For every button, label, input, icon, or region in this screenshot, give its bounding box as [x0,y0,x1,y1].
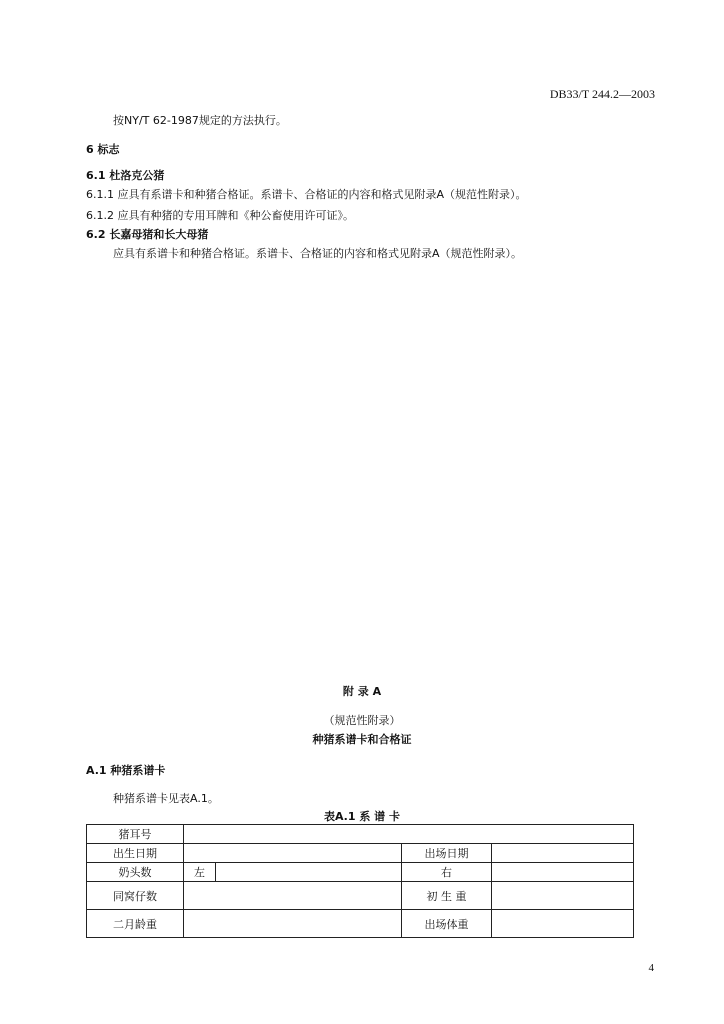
ear-number-label: 猪耳号 [87,825,184,844]
section-6-title: 6 标志 [86,143,120,156]
table-caption: 表A.1 系 谱 卡 [323,810,401,823]
birth-date-label: 出生日期 [87,844,184,863]
a1-text: 种猪系谱卡见表A.1。 [113,792,219,805]
section-6-1-1-text: 6.1.1 应具有系谱卡和种猪合格证。系谱卡、合格证的内容和格式见附录A（规范性附录）。 [86,188,527,201]
a1-title: A.1 种猪系谱卡 [86,764,166,777]
section-6-2-title: 6.2 长嘉母猪和长大母猪 [86,228,209,241]
birth-weight-value [492,882,634,910]
table-row [87,882,634,910]
left-label: 左 [184,863,216,882]
document-code: DB33/T 244.2—2003 [549,87,655,101]
two-month-weight-value [184,910,402,938]
section-6-1-title: 6.1 杜洛克公猪 [86,169,165,182]
two-month-weight-label: 二月龄重 [87,910,184,938]
birth-weight-label: 初 生 重 [402,882,492,910]
out-date-label: 出场日期 [402,844,492,863]
page-number: 4 [648,962,654,974]
pedigree-table [86,824,634,938]
right-label: 右 [402,863,492,882]
table-row [87,863,634,882]
section-6-2-text: 应具有系谱卡和种猪合格证。系谱卡、合格证的内容和格式见附录A（规范性附录）。 [113,247,523,260]
appendix-heading: 种猪系谱卡和合格证 [312,733,412,746]
out-weight-value [492,910,634,938]
method-line: 按NY/T 62-1987规定的方法执行。 [113,114,287,127]
out-weight-label: 出场体重 [402,910,492,938]
litter-size-value [184,882,402,910]
section-6-1-2-text: 6.1.2 应具有种猪的专用耳牌和《种公畜使用许可证》。 [86,209,354,222]
table-row [87,825,634,844]
appendix-title: 附 录 A [342,685,382,698]
left-value [216,863,402,882]
appendix-subtitle: （规范性附录） [323,714,401,727]
birth-date-value [184,844,402,863]
litter-size-label: 同窝仔数 [87,882,184,910]
ear-number-value [184,825,634,844]
right-value [492,863,634,882]
table-row [87,910,634,938]
teats-label: 奶头数 [87,863,184,882]
out-date-value [492,844,634,863]
table-row [87,844,634,863]
